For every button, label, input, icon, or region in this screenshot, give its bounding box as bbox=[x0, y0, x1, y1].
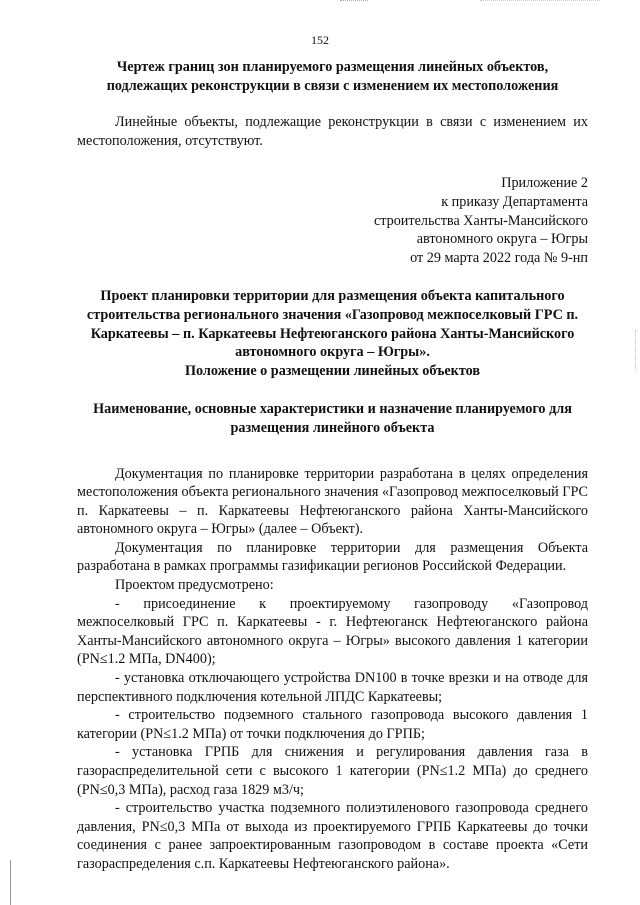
appendix-line-3: строительства Ханты-Мансийского bbox=[373, 212, 588, 229]
list-item: - присоединение к проектируемому газопроводу «Газопровод межпоселковый ГРС п. Каркатеевы - г. Нефтеюганск Нефтеюганского района Ханты-Мансийского автономного округа – Югры» высокого давления 1 категории (PN≤1.2 МПа, DN400); bbox=[77, 595, 588, 668]
drawing-title: Чертеж границ зон планируемого размещения линейных объектов, подлежащих реконструкции в связи с изменением их местоположения bbox=[106, 59, 559, 94]
document-body bbox=[77, 58, 588, 874]
paragraph: Документация по планировке территории разработана в целях определения местоположения объекта регионального значения «Газопровод межпоселковый ГРС п. Каркатеевы – п. Каркатеевы Нефтеюганского района Ханты-Мансийского автономного округа – Югры» (далее – Объект). bbox=[77, 465, 588, 538]
page-number: 152 bbox=[311, 33, 329, 47]
scan-artifact-top bbox=[340, 0, 368, 5]
list-item: - строительство участка подземного полиэтиленового газопровода среднего давления, PN≤0,3 МПа от выхода из проектируемого ГРПБ Каркатеевы до точки соединения с ранее запроектированным газопроводом в составе проекта «Сети газораспределения с.п. Каркатеевы Нефтеюганского района». bbox=[77, 800, 588, 872]
drawing-text: Линейные объекты, подлежащие реконструкции в связи с изменением их местоположения, отсутствуют. bbox=[77, 114, 588, 149]
project-title: Проект планировки территории для размещения объекта капитального строительства регионального значения «Газопровод межпоселковый ГРС п. Каркатеевы – п. Каркатеевы Нефтеюганского района Ханты-Мансийского автономного округа – Югры». bbox=[86, 288, 579, 361]
appendix-line-4: автономного округа – Югры bbox=[416, 231, 588, 248]
section-title: Наименование, основные характеристики и назначение планируемого для размещения линейного объекта bbox=[93, 401, 572, 436]
list-item: - строительство подземного стального газопровода высокого давления 1 категории (PN≤1.2 МПа) от точки подключения до ГРПБ; bbox=[77, 707, 588, 742]
appendix-block bbox=[77, 174, 588, 267]
scan-artifact-right bbox=[635, 330, 637, 370]
paragraph: Документация по планировке территории для размещения Объекта разработана в рамках программы газификации регионов Российской Федерации. bbox=[77, 539, 588, 575]
scan-artifact-top-right bbox=[480, 0, 600, 5]
list-item: - установка ГРПБ для снижения и регулирования давления газа в газораспределительной сети с высокого 1 категории (PN≤1.2 МПа) до среднего (PN≤0,3 МПа), расход газа 1829 м3/ч; bbox=[77, 744, 588, 798]
appendix-line-2: к приказу Департамента bbox=[441, 193, 588, 210]
appendix-line-1: Приложение 2 bbox=[501, 175, 588, 192]
list-item: - установка отключающего устройства DN100 в точке врезки и на отводе для перспективного подключения котельной ЛПДС Каркатеевы; bbox=[77, 670, 588, 705]
scan-artifact-left bbox=[10, 860, 11, 905]
paragraph: Проектом предусмотрено: bbox=[115, 577, 274, 594]
project-subtitle: Положение о размещении линейных объектов bbox=[184, 362, 481, 379]
appendix-line-5: от 29 марта 2022 года № 9-нп bbox=[410, 249, 588, 266]
